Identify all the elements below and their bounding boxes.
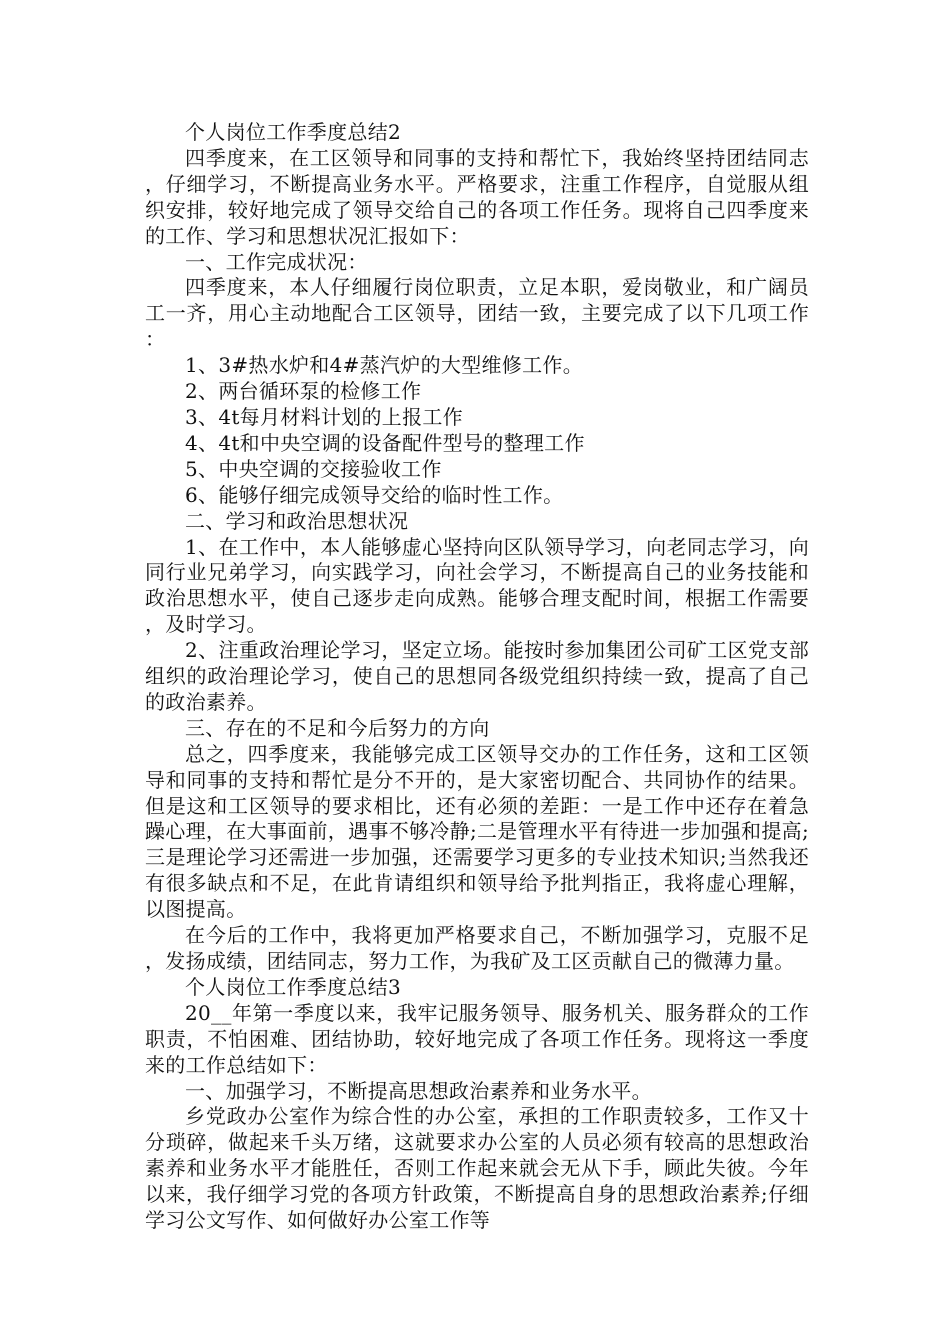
section-title: 个人岗位工作季度总结2 xyxy=(185,120,402,144)
list-item: 1、3#热水炉和4#蒸汽炉的大型维修工作。 xyxy=(185,353,583,378)
paragraph: 总之，四季度来，我能够完成工区领导交办的工作任务，这和工区领导和同事的支持和帮忙是分不开的，是大家密切配合、共同协作的结果。但是这和工区领导的要求相比，还有必须的差距：一是工作中还存在着急躁心理，在大事面前，遇事不够冷静;二是管理水平有待进一步加强和提高;三是理论学习还需进一步加强，还需要学习更多的专业技术知识;当然我还有很多缺点和不足，在此肯请组织和领导给予批判指正，我将虚心理解，以图提高。 xyxy=(145,741,809,922)
paragraph: 20__年第一季度以来，我牢记服务领导、服务机关、服务群众的工作职责，不怕困难、团结协助，较好地完成了各项工作任务。现将这一季度来的工作总结如下： xyxy=(145,1000,809,1077)
document-body xyxy=(145,120,809,1234)
paragraph: 2、注重政治理论学习，坚定立场。能按时参加集团公司矿工区党支部组织的政治理论学习，使自己的思想同各级党组织持续一致，提高了自己的政治素养。 xyxy=(145,638,809,714)
paragraph: 1、在工作中，本人能够虚心坚持向区队领导学习，向老同志学习，向同行业兄弟学习，向实践学习，向社会学习，不断提高自己的业务技能和政治思想水平，使自己逐步走向成熟。能够合理支配时间，根据工作需要，及时学习。 xyxy=(145,534,809,637)
heading: 一、加强学习，不断提高思想政治素养和业务水平。 xyxy=(185,1078,652,1103)
list-item: 6、能够仔细完成领导交给的临时性工作。 xyxy=(185,482,564,507)
paragraph: 四季度来，在工区领导和同事的支持和帮忙下，我始终坚持团结同志，仔细学习，不断提高业务水平。严格要求，注重工作程序，自觉服从组织安排，较好地完成了领导交给自己的各项工作任务。现将自己四季度来的工作、学习和思想状况汇报如下： xyxy=(145,145,809,248)
list-item: 4、4t和中央空调的设备配件型号的整理工作 xyxy=(185,430,585,455)
heading: 二、学习和政治思想状况 xyxy=(185,508,409,533)
section-title: 个人岗位工作季度总结3 xyxy=(185,974,402,999)
paragraph: 在今后的工作中，我将更加严格要求自己，不断加强学习，克服不足，发扬成绩，团结同志，努力工作，为我矿及工区贡献自己的微薄力量。 xyxy=(145,923,809,973)
list-item: 3、4t每月材料计划的上报工作 xyxy=(185,404,463,429)
heading: 三、存在的不足和今后努力的方向 xyxy=(185,715,490,740)
heading: 一、工作完成状况： xyxy=(185,249,368,274)
list-item: 5、中央空调的交接验收工作 xyxy=(185,456,442,481)
paragraph: 四季度来，本人仔细履行岗位职责，立足本职，爱岗敬业，和广阔员工一齐，用心主动地配合工区领导，团结一致，主要完成了以下几项工作： xyxy=(145,275,809,352)
paragraph: 乡党政办公室作为综合性的办公室，承担的工作职责较多，工作又十分琐碎，做起来千头万绪，这就要求办公室的人员必须有较高的思想政治素养和业务水平才能胜任，否则工作起来就会无从下手，顾此失彼。今年以来，我仔细学习党的各项方针政策，不断提高自身的思想政治素养;仔细学习公文写作、如何做好办公室工作等 xyxy=(145,1104,809,1233)
list-item: 2、两台循环泵的检修工作 xyxy=(185,379,422,404)
